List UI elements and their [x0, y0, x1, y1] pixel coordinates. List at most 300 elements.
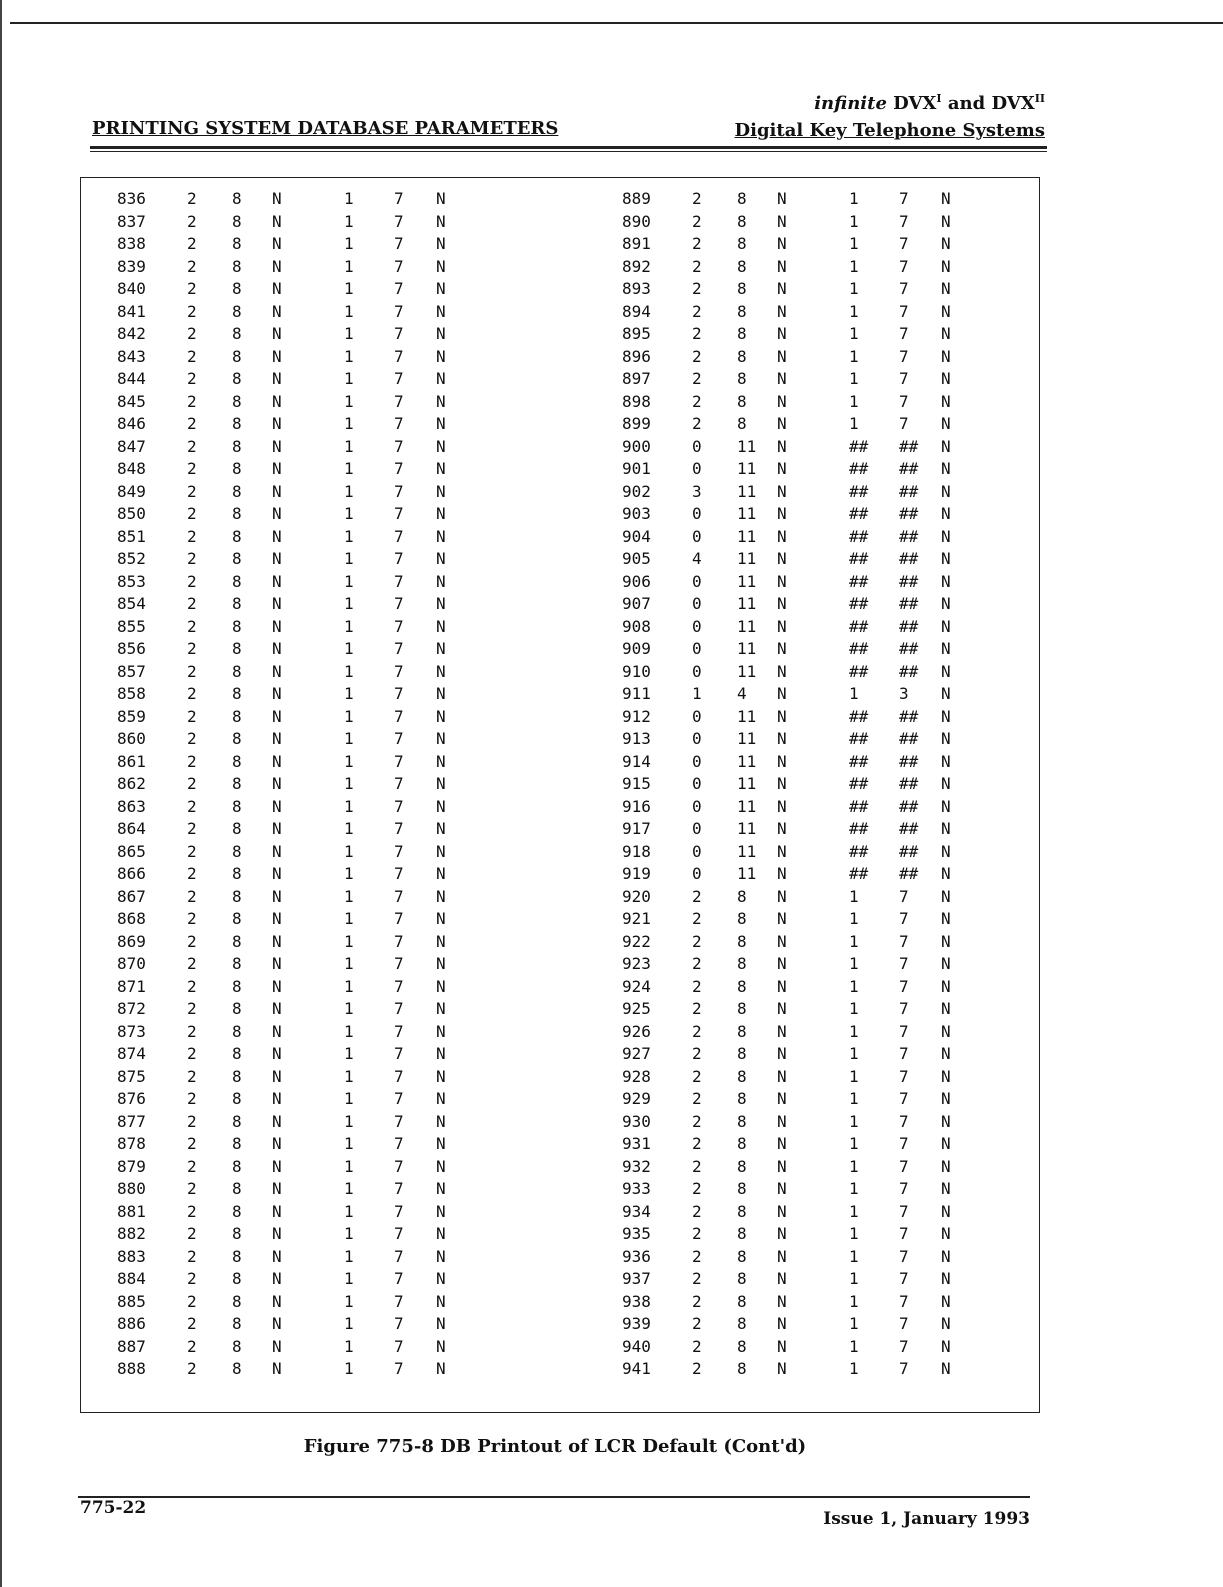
table-cell: 1 — [344, 211, 354, 231]
table-cell: 11 — [737, 639, 757, 658]
table-cell: 2 — [187, 1089, 197, 1108]
table-cell: N — [272, 1111, 282, 1131]
table-cell: N — [777, 594, 787, 613]
table-cell: N — [777, 976, 787, 996]
table-cell: 7 — [394, 751, 404, 771]
table-cell: 1 — [849, 1021, 859, 1041]
table-cell: N — [272, 189, 282, 208]
table-cell: 2 — [692, 1089, 702, 1108]
table-cell: 1 — [849, 189, 859, 208]
table-cell: 902 — [622, 481, 651, 501]
table-cell: 0 — [692, 729, 702, 748]
table-cell: 0 — [692, 864, 702, 883]
table-row — [117, 503, 466, 526]
table-cell: 857 — [117, 661, 146, 681]
table-cell: 8 — [737, 301, 747, 321]
table-cell: N — [777, 324, 787, 343]
table-cell: 8 — [232, 189, 242, 208]
table-cell: 867 — [117, 886, 146, 906]
table-cell: N — [436, 1201, 446, 1221]
table-cell: 1 — [849, 954, 859, 973]
section-title: PRINTING SYSTEM DATABASE PARAMETERS — [92, 118, 559, 139]
table-cell: 897 — [622, 369, 651, 388]
table-cell: 7 — [899, 1134, 909, 1153]
page-top-rule — [10, 22, 1223, 24]
table-cell: N — [436, 729, 446, 748]
table-cell: N — [436, 481, 446, 501]
table-cell: 8 — [232, 1269, 242, 1288]
table-cell: 7 — [394, 774, 404, 793]
brand-sup2: II — [1034, 92, 1045, 105]
table-cell: 893 — [622, 279, 651, 298]
table-cell: 929 — [622, 1089, 651, 1108]
table-cell: N — [436, 684, 446, 703]
table-row — [117, 818, 466, 841]
table-cell: 8 — [737, 1201, 747, 1221]
table-cell: 1 — [849, 909, 859, 928]
table-row — [622, 863, 971, 886]
table-cell: 7 — [394, 571, 404, 591]
table-cell: 11 — [737, 864, 757, 883]
table-cell: ## — [849, 819, 869, 838]
table-cell: 873 — [117, 1021, 146, 1041]
table-cell: N — [941, 301, 951, 321]
table-cell: 7 — [394, 1134, 404, 1153]
table-cell: 1 — [344, 1269, 354, 1288]
table-cell: N — [272, 1246, 282, 1266]
table-cell: 1 — [849, 1066, 859, 1086]
table-row — [117, 1201, 466, 1224]
table-cell: N — [272, 706, 282, 726]
table-cell: 1 — [849, 999, 859, 1018]
table-cell: 878 — [117, 1134, 146, 1153]
table-cell: 1 — [344, 976, 354, 996]
table-cell: 1 — [344, 279, 354, 298]
table-row — [622, 1358, 971, 1381]
table-cell: 1 — [692, 684, 702, 703]
table-cell: 2 — [187, 1291, 197, 1311]
table-row — [117, 571, 466, 594]
table-cell: N — [777, 661, 787, 681]
table-cell: 7 — [394, 1201, 404, 1221]
table-cell: ## — [849, 639, 869, 658]
table-cell: 7 — [394, 1314, 404, 1333]
table-row — [117, 773, 466, 796]
table-cell: 843 — [117, 346, 146, 366]
table-cell: 8 — [232, 594, 242, 613]
table-cell: 858 — [117, 684, 146, 703]
table-cell: 2 — [187, 751, 197, 771]
table-cell: 8 — [232, 999, 242, 1018]
table-cell: N — [777, 999, 787, 1018]
table-cell: 11 — [737, 616, 757, 636]
table-cell: 937 — [622, 1269, 651, 1288]
page-left-edge — [0, 0, 2, 1587]
table-cell: 940 — [622, 1336, 651, 1356]
table-cell: N — [941, 909, 951, 928]
table-cell: 2 — [187, 459, 197, 478]
table-row — [622, 526, 971, 549]
table-cell: 1 — [849, 324, 859, 343]
table-cell: 2 — [187, 1066, 197, 1086]
table-cell: 7 — [899, 369, 909, 388]
table-cell: N — [436, 931, 446, 951]
table-cell: 7 — [899, 1111, 909, 1131]
table-cell: N — [777, 751, 787, 771]
table-cell: 8 — [232, 1134, 242, 1153]
table-cell: 7 — [394, 819, 404, 838]
table-cell: N — [272, 526, 282, 546]
table-cell: 7 — [394, 864, 404, 883]
table-cell: N — [777, 909, 787, 928]
table-cell: 904 — [622, 526, 651, 546]
table-cell: N — [941, 1021, 951, 1041]
table-cell: N — [436, 189, 446, 208]
table-row — [622, 1223, 971, 1246]
table-cell: N — [941, 256, 951, 276]
table-cell: 2 — [187, 436, 197, 456]
table-cell: N — [941, 234, 951, 253]
table-cell: N — [777, 954, 787, 973]
table-cell: 2 — [692, 324, 702, 343]
table-cell: 876 — [117, 1089, 146, 1108]
table-row — [622, 1133, 971, 1156]
table-cell: N — [436, 346, 446, 366]
table-row — [117, 661, 466, 684]
table-cell: N — [436, 594, 446, 613]
table-cell: 898 — [622, 391, 651, 411]
table-row — [117, 1156, 466, 1179]
table-cell: 7 — [394, 1156, 404, 1176]
table-cell: 2 — [187, 279, 197, 298]
table-cell: 8 — [737, 1044, 747, 1063]
table-cell: 8 — [232, 1044, 242, 1063]
table-cell: 1 — [344, 436, 354, 456]
table-cell: 1 — [849, 684, 859, 703]
table-cell: N — [777, 1044, 787, 1063]
brand-and: and — [947, 93, 986, 114]
table-cell: 2 — [187, 481, 197, 501]
table-row — [117, 526, 466, 549]
table-cell: 0 — [692, 594, 702, 613]
table-cell: 2 — [692, 211, 702, 231]
table-cell: 7 — [394, 909, 404, 928]
table-cell: 11 — [737, 571, 757, 591]
table-cell: N — [777, 1179, 787, 1198]
table-cell: N — [436, 1111, 446, 1131]
table-cell: 2 — [187, 301, 197, 321]
table-cell: 7 — [394, 796, 404, 816]
table-row — [622, 1291, 971, 1314]
table-cell: 7 — [899, 301, 909, 321]
table-cell: N — [777, 1269, 787, 1288]
table-cell: 8 — [737, 1314, 747, 1333]
table-row — [622, 841, 971, 864]
table-cell: N — [941, 1224, 951, 1243]
table-cell: ## — [849, 661, 869, 681]
table-cell: 7 — [899, 976, 909, 996]
table-cell: ## — [849, 616, 869, 636]
table-cell: 1 — [849, 1314, 859, 1333]
table-cell: N — [272, 751, 282, 771]
table-cell: 8 — [232, 1314, 242, 1333]
table-cell: 2 — [692, 1156, 702, 1176]
table-cell: N — [777, 459, 787, 478]
table-cell: 2 — [692, 279, 702, 298]
table-cell: 914 — [622, 751, 651, 771]
table-cell: 0 — [692, 436, 702, 456]
table-cell: 2 — [692, 909, 702, 928]
table-cell: 8 — [232, 1066, 242, 1086]
table-cell: 7 — [394, 504, 404, 523]
table-cell: 915 — [622, 774, 651, 793]
table-cell: 922 — [622, 931, 651, 951]
table-row — [622, 728, 971, 751]
table-cell: 8 — [232, 256, 242, 276]
table-cell: 7 — [899, 1156, 909, 1176]
table-cell: 1 — [344, 1359, 354, 1378]
table-cell: 2 — [187, 774, 197, 793]
table-cell: 886 — [117, 1314, 146, 1333]
table-cell: 1 — [849, 1269, 859, 1288]
table-cell: 1 — [849, 931, 859, 951]
table-cell: 2 — [187, 571, 197, 591]
table-cell: 2 — [187, 909, 197, 928]
table-cell: 7 — [394, 999, 404, 1018]
table-cell: 2 — [187, 504, 197, 523]
table-cell: 8 — [232, 1156, 242, 1176]
table-cell: N — [436, 616, 446, 636]
table-cell: 1 — [344, 549, 354, 568]
table-cell: 2 — [187, 864, 197, 883]
table-cell: 0 — [692, 706, 702, 726]
table-cell: 0 — [692, 459, 702, 478]
table-cell: 875 — [117, 1066, 146, 1086]
table-cell: ## — [899, 774, 919, 793]
table-cell: N — [941, 189, 951, 208]
table-cell: 892 — [622, 256, 651, 276]
table-cell: N — [941, 706, 951, 726]
table-cell: 911 — [622, 684, 651, 703]
table-cell: N — [777, 279, 787, 298]
table-cell: 2 — [187, 1359, 197, 1378]
table-cell: ## — [899, 729, 919, 748]
table-row — [622, 1336, 971, 1359]
table-cell: N — [272, 211, 282, 231]
table-cell: 8 — [737, 1224, 747, 1243]
table-cell: ## — [899, 639, 919, 658]
table-cell: 8 — [737, 211, 747, 231]
table-cell: 8 — [737, 369, 747, 388]
table-cell: N — [436, 661, 446, 681]
table-cell: 7 — [394, 1359, 404, 1378]
table-cell: 2 — [187, 1269, 197, 1288]
table-row — [117, 953, 466, 976]
table-cell: N — [436, 841, 446, 861]
table-cell: N — [777, 841, 787, 861]
table-row — [622, 953, 971, 976]
table-cell: 8 — [232, 976, 242, 996]
table-cell: N — [941, 1134, 951, 1153]
table-cell: 7 — [899, 1291, 909, 1311]
table-cell: 2 — [187, 526, 197, 546]
table-cell: 7 — [394, 639, 404, 658]
table-cell: N — [272, 819, 282, 838]
table-cell: 1 — [344, 751, 354, 771]
table-cell: N — [436, 279, 446, 298]
table-cell: 7 — [394, 1089, 404, 1108]
table-cell: 934 — [622, 1201, 651, 1221]
table-cell: N — [777, 684, 787, 703]
table-cell: N — [272, 1044, 282, 1063]
table-cell: N — [777, 481, 787, 501]
table-row — [622, 931, 971, 954]
table-cell: N — [272, 909, 282, 928]
table-cell: 7 — [394, 391, 404, 411]
table-cell: 900 — [622, 436, 651, 456]
table-cell: 8 — [232, 1246, 242, 1266]
table-cell: N — [777, 549, 787, 568]
table-cell: 1 — [344, 571, 354, 591]
table-row — [622, 1021, 971, 1044]
table-cell: 2 — [692, 301, 702, 321]
header-brand — [814, 92, 1045, 114]
table-row — [117, 1358, 466, 1381]
table-cell: N — [941, 774, 951, 793]
table-cell: 2 — [692, 976, 702, 996]
table-cell: 11 — [737, 796, 757, 816]
table-row — [117, 1021, 466, 1044]
table-cell: 1 — [344, 729, 354, 748]
table-cell: 1 — [344, 1156, 354, 1176]
table-cell: 8 — [232, 1201, 242, 1221]
table-cell: 891 — [622, 234, 651, 253]
table-row — [117, 638, 466, 661]
table-cell: 8 — [232, 909, 242, 928]
table-cell: 8 — [232, 571, 242, 591]
table-cell: 7 — [394, 526, 404, 546]
table-cell: ## — [899, 819, 919, 838]
table-cell: 11 — [737, 594, 757, 613]
table-cell: 8 — [737, 909, 747, 928]
table-cell: N — [272, 256, 282, 276]
table-cell: N — [272, 976, 282, 996]
table-cell: 1 — [849, 279, 859, 298]
table-cell: N — [272, 1134, 282, 1153]
table-cell: 7 — [899, 1359, 909, 1378]
table-cell: 935 — [622, 1224, 651, 1243]
table-row — [622, 1156, 971, 1179]
table-cell: 8 — [737, 886, 747, 906]
table-cell: 2 — [692, 234, 702, 253]
table-cell: 7 — [394, 976, 404, 996]
table-cell: N — [272, 1201, 282, 1221]
table-cell: 7 — [394, 279, 404, 298]
table-cell: ## — [899, 504, 919, 523]
table-cell: N — [272, 616, 282, 636]
table-cell: 1 — [344, 999, 354, 1018]
table-cell: 839 — [117, 256, 146, 276]
table-cell: 7 — [899, 1336, 909, 1356]
table-cell: 1 — [344, 931, 354, 951]
table-cell: N — [436, 1044, 446, 1063]
table-cell: 8 — [737, 1066, 747, 1086]
table-cell: 7 — [899, 256, 909, 276]
table-cell: 7 — [899, 1044, 909, 1063]
table-row — [622, 481, 971, 504]
table-row — [117, 1268, 466, 1291]
table-cell: 2 — [187, 1246, 197, 1266]
table-cell: N — [777, 1291, 787, 1311]
table-cell: 7 — [394, 346, 404, 366]
table-cell: N — [777, 436, 787, 456]
table-cell: 7 — [394, 1044, 404, 1063]
table-cell: 2 — [692, 1134, 702, 1153]
table-cell: N — [272, 886, 282, 906]
table-cell: 7 — [394, 1021, 404, 1041]
table-cell: 8 — [737, 1111, 747, 1131]
table-row — [622, 706, 971, 729]
table-cell: 7 — [394, 1336, 404, 1356]
table-cell: N — [272, 1314, 282, 1333]
table-cell: 11 — [737, 481, 757, 501]
table-cell: 1 — [344, 819, 354, 838]
table-row — [622, 1201, 971, 1224]
table-cell: 1 — [849, 1224, 859, 1243]
table-cell: N — [436, 1179, 446, 1198]
table-cell: 7 — [899, 1246, 909, 1266]
table-row — [117, 1133, 466, 1156]
table-cell: 8 — [737, 1359, 747, 1378]
system-title: Digital Key Telephone Systems — [734, 120, 1045, 141]
table-row — [622, 886, 971, 909]
table-cell: 1 — [849, 369, 859, 388]
table-cell: N — [272, 571, 282, 591]
table-cell: 896 — [622, 346, 651, 366]
table-cell: 7 — [899, 954, 909, 973]
table-cell: N — [436, 1359, 446, 1378]
table-cell: 7 — [899, 1089, 909, 1108]
table-cell: 1 — [344, 1291, 354, 1311]
table-cell: 916 — [622, 796, 651, 816]
table-cell: 8 — [232, 931, 242, 951]
table-cell: N — [941, 1291, 951, 1311]
table-cell: 4 — [737, 684, 747, 703]
table-cell: 2 — [692, 1314, 702, 1333]
table-cell: N — [941, 661, 951, 681]
table-cell: N — [272, 504, 282, 523]
table-row — [117, 998, 466, 1021]
table-cell: N — [436, 1021, 446, 1041]
table-cell: 936 — [622, 1246, 651, 1266]
table-cell: 8 — [737, 414, 747, 433]
table-cell: ## — [849, 436, 869, 456]
table-row — [117, 323, 466, 346]
table-cell: 1 — [344, 1201, 354, 1221]
table-cell: N — [777, 1111, 787, 1131]
table-cell: 1 — [344, 706, 354, 726]
table-cell: N — [941, 369, 951, 388]
table-cell: 1 — [344, 1179, 354, 1198]
table-row — [117, 683, 466, 706]
table-cell: 2 — [692, 1224, 702, 1243]
table-cell: 7 — [394, 1224, 404, 1243]
table-cell: 7 — [899, 886, 909, 906]
table-cell: 877 — [117, 1111, 146, 1131]
table-cell: 11 — [737, 706, 757, 726]
table-cell: 7 — [394, 931, 404, 951]
table-cell: 854 — [117, 594, 146, 613]
